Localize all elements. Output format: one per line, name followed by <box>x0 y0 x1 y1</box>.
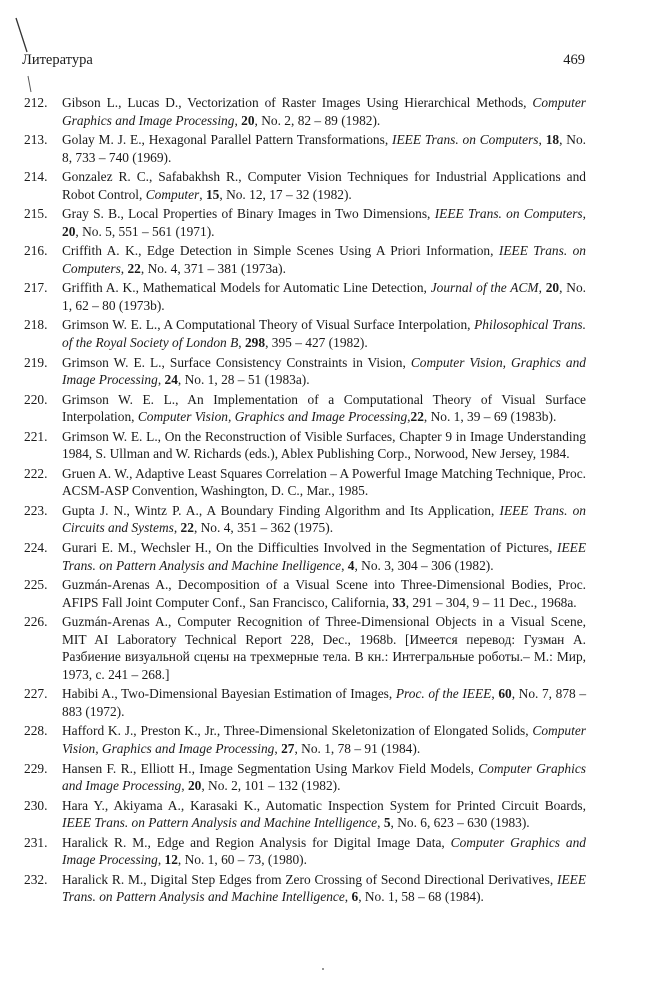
reference-source-title: Computer Vision, Graphics and Image Processing <box>62 723 586 757</box>
reference-item <box>24 242 586 277</box>
reference-text: , <box>538 132 546 148</box>
reference-volume: 298 <box>244 335 266 351</box>
reference-text: , No. 1, 39 – 69 (1983b). <box>423 409 557 425</box>
reference-volume: 5 <box>383 815 391 831</box>
reference-source-title: IEEE Trans. on Computers <box>62 243 586 276</box>
reference-text: , <box>344 889 352 905</box>
reference-text: , No. 1, 60 – 73, (1980). <box>177 852 307 868</box>
reference-text: Gruen A. W., Adaptive Least Squares Correlation – A Powerful Image Matching Technique, Proc. ACSM-ASP Convention, Washington, D. C., Mar., 1985. <box>62 465 586 499</box>
reference-volume: 20 <box>62 223 76 239</box>
reference-text: , <box>538 280 546 296</box>
reference-source-title: Journal of the ACM <box>430 280 539 296</box>
reference-item <box>24 613 586 683</box>
reference-volume: 12 <box>164 852 178 868</box>
reference-text: , 291 – 304, 9 – 11 Dec., 1968a. <box>405 594 577 610</box>
reference-text: Golay M. J. E., Hexagonal Parallel Pattern Transformations, <box>62 132 392 148</box>
reference-text: Hara Y., Akiyama A., Karasaki K., Automatic Inspection System for Printed Circuit Boards, <box>62 797 586 813</box>
reference-number: 230. <box>24 797 48 813</box>
reference-text: , No. 1, 78 – 91 (1984). <box>294 741 421 757</box>
reference-text: , No. 6, 623 – 630 (1983). <box>390 815 530 831</box>
reference-number: 214. <box>24 169 48 185</box>
reference-number: 231. <box>24 834 48 850</box>
reference-text: , 395 – 427 (1982). <box>265 335 368 351</box>
reference-text: Grimson W. E. L., A Computational Theory of Visual Surface Interpolation, <box>62 317 475 333</box>
reference-item <box>24 168 586 203</box>
reference-source-title: IEEE Trans. on Pattern Analysis and Machine Intelligence <box>62 815 378 831</box>
page-number: 469 <box>563 52 585 68</box>
reference-number: 223. <box>24 502 48 518</box>
reference-list <box>24 94 587 908</box>
reference-number: 227. <box>24 686 48 702</box>
reference-text: Gibson L., Lucas D., Vectorization of Raster Images Using Hierarchical Methods, <box>62 95 533 110</box>
reference-text: Criffith A. K., Edge Detection in Simple Scenes Using A Priori Information, <box>62 243 499 259</box>
reference-text: Grimson W. E. L., An Implementation of a Computational Theory of Visual Surface Interpolation, <box>62 391 586 425</box>
reference-source-title: IEEE Trans. on Circuits and Systems <box>62 502 586 536</box>
reference-text: , <box>199 186 206 202</box>
reference-item <box>24 722 586 757</box>
reference-text: , <box>377 815 384 831</box>
reference-text: , <box>407 409 411 425</box>
reference-volume: 20 <box>545 280 560 296</box>
reference-number: 221. <box>24 428 48 444</box>
reference-volume: 22 <box>180 520 194 536</box>
reference-volume: 24 <box>164 372 178 388</box>
reference-item <box>24 539 586 574</box>
reference-volume: 22 <box>127 260 141 276</box>
reference-number: 225. <box>24 577 48 593</box>
reference-item <box>24 94 586 129</box>
reference-source-title: Computer <box>145 186 200 202</box>
reference-text: Gurari E. M., Wechsler H., On the Difficulties Involved in the Segmentation of Pictures, <box>62 539 557 555</box>
reference-source-title: Proc. of the IEEE <box>395 686 492 702</box>
reference-text: , <box>234 112 242 128</box>
reference-number: 232. <box>24 871 48 887</box>
reference-text: , <box>274 741 282 757</box>
reference-text: Gonzalez R. C., Safabakhsh R., Computer Vision Techniques for Industrial Applications and Robot Control, <box>62 169 586 202</box>
reference-text: Grimson W. E. L., Surface Consistency Constraints in Vision, <box>62 354 411 370</box>
reference-number: 226. <box>24 614 48 630</box>
reference-source-title: IEEE Trans. on Pattern Analysis and Machine Intelligence <box>62 871 586 905</box>
reference-item <box>24 279 586 314</box>
reference-text: , <box>157 852 165 868</box>
reference-text: Hansen F. R., Elliott H., Image Segmentation Using Markov Field Models, <box>62 760 479 776</box>
reference-number: 212. <box>24 95 48 110</box>
reference-text: Haralick R. M., Digital Step Edges from Zero Crossing of Second Directional Derivatives, <box>62 871 557 887</box>
reference-item <box>24 797 586 832</box>
reference-volume: 20 <box>187 778 202 794</box>
reference-number: 224. <box>24 539 48 555</box>
reference-source-title: IEEE Trans. on Pattern Analysis and Machine Inelligence <box>62 539 586 573</box>
reference-number: 220. <box>24 391 48 407</box>
reference-text: , <box>582 206 587 222</box>
reference-number: 217. <box>24 280 48 296</box>
reference-item <box>24 354 586 389</box>
reference-source-title: Computer Vision, Graphics and Image Processing <box>62 354 586 388</box>
reference-text: , No. 3, 304 – 306 (1982). <box>354 557 494 573</box>
reference-text: Guzmán-Arenas A., Computer Recognition of Three-Dimensional Objects in a Visual Scene, MIT AI Laboratory Technical Report 228, Dec., 1968b. [Имеется перевод: Гузман А. Разбиение визуальной сцены на трехмерные тела. В кн.: Интегральные роботы.– М.: Мир, 1973, с. 241 – 268.] <box>62 614 586 682</box>
reference-number: 228. <box>24 723 48 739</box>
reference-text: , <box>157 372 165 388</box>
reference-text: Grimson W. E. L., On the Reconstruction of Visible Surfaces, Chapter 9 in Image Understanding 1984, S. Ullman and W. Richards (eds.), Ablex Publishing Corp., Norwood, New Jersey, 1984. <box>62 428 586 462</box>
reference-text: , No. 1, 58 – 68 (1984). <box>358 889 484 905</box>
reference-number: 216. <box>24 243 48 259</box>
running-title: Литература <box>22 52 93 68</box>
reference-volume: 15 <box>205 186 220 202</box>
reference-source-title: Computer Graphics and Image Processing <box>62 834 587 868</box>
reference-text: , No. 12, 17 – 32 (1982). <box>219 186 352 202</box>
reference-text: Griffith A. K., Mathematical Models for Automatic Line Detection, <box>62 280 431 296</box>
reference-item <box>24 834 587 869</box>
reference-text: , No. 8, 733 – 740 (1969). <box>62 132 586 165</box>
reference-text: , No. 7, 878 – 883 (1972). <box>62 686 587 719</box>
running-header <box>22 52 585 69</box>
reference-text: Gupta J. N., Wintz P. A., A Boundary Finding Algorithm and Its Application, <box>62 502 500 518</box>
reference-volume: 60 <box>498 686 512 702</box>
reference-text: , No. 1, 28 – 51 (1983a). <box>177 372 310 388</box>
reference-number: 229. <box>24 760 48 776</box>
stray-dot <box>322 968 324 970</box>
reference-item <box>24 576 586 611</box>
reference-text: Gray S. B., Local Properties of Binary Images in Two Dimensions, <box>62 206 435 222</box>
reference-item <box>24 316 586 351</box>
reference-item <box>24 428 586 463</box>
reference-volume: 33 <box>392 594 406 610</box>
reference-item <box>24 465 586 500</box>
reference-volume: 18 <box>545 132 560 148</box>
reference-number: 218. <box>24 317 48 333</box>
reference-number: 213. <box>24 132 48 148</box>
reference-item <box>24 131 586 166</box>
reference-text: , No. 4, 371 – 381 (1973a). <box>140 260 286 276</box>
reference-volume: 4 <box>347 557 355 573</box>
reference-item <box>24 871 586 906</box>
reference-volume: 27 <box>281 741 295 757</box>
reference-source-title: IEEE Trans. on Computers <box>392 132 539 148</box>
reference-volume: 22 <box>410 409 424 425</box>
reference-number: 219. <box>24 354 48 370</box>
reference-volume: 20 <box>241 112 255 128</box>
reference-text: , <box>491 686 499 702</box>
reference-source-title: Philosophical Trans. of the Royal Society of London B <box>62 317 586 351</box>
reference-source-title: Computer Vision, Graphics and Image Processing <box>137 409 408 425</box>
reference-item <box>24 760 586 795</box>
reference-text: , <box>341 557 348 573</box>
reference-text: , No. 1, 62 – 80 (1973b). <box>62 280 586 313</box>
reference-source-title: IEEE Trans. on Computers <box>434 206 583 222</box>
reference-number: 215. <box>24 206 48 222</box>
reference-text: , No. 5, 551 – 561 (1971). <box>75 223 215 239</box>
reference-item <box>24 205 587 240</box>
reference-text: , <box>120 260 128 276</box>
reference-text: Hafford K. J., Preston K., Jr., Three-Dimensional Skeletonization of Elongated Solids, <box>62 723 533 739</box>
reference-text: Guzmán-Arenas A., Decomposition of a Visual Scene into Three-Dimensional Bodies, Proc. AFIPS Fall Joint Computer Conf., San Francisco, California, <box>62 577 586 610</box>
reference-text: Habibi A., Two-Dimensional Bayesian Estimation of Images, <box>62 686 396 702</box>
reference-text: , <box>173 520 181 536</box>
reference-text: Haralick R. M., Edge and Region Analysis for Digital Image Data, <box>62 834 451 850</box>
reference-text: , <box>181 778 188 794</box>
reference-text: , No. 4, 351 – 362 (1975). <box>193 520 334 536</box>
reference-source-title: Computer Graphics and Image Processing <box>62 95 586 128</box>
reference-item <box>24 391 586 426</box>
reference-text: , <box>238 335 245 351</box>
reference-volume: 6 <box>351 889 359 905</box>
reference-item <box>24 502 586 537</box>
reference-source-title: Computer Graphics and Image Processing <box>62 760 586 794</box>
reference-item <box>24 685 587 720</box>
reference-number: 222. <box>24 465 48 481</box>
reference-text: , No. 2, 101 – 132 (1982). <box>201 778 341 794</box>
reference-text: , No. 2, 82 – 89 (1982). <box>254 112 381 128</box>
